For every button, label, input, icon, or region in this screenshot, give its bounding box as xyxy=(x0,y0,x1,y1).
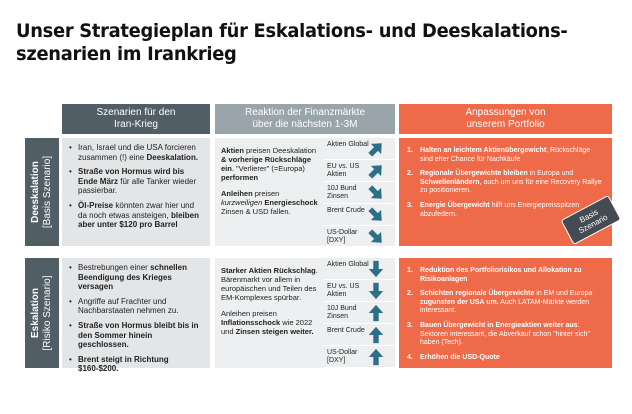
text-run: preisen Deeskalation xyxy=(243,146,317,155)
adjustment-number: 1. xyxy=(407,267,413,274)
scenario-bullet xyxy=(68,167,204,196)
text-run: . "Verlierer" (=Europa) xyxy=(231,164,305,173)
row-label-deescalation xyxy=(25,138,59,246)
text-run: Bauen Übergewicht in Energieaktien weiter aus xyxy=(420,321,578,329)
scenario-bullet xyxy=(68,263,204,292)
asset-label: Aktien Global xyxy=(327,261,369,268)
market-paragraph xyxy=(221,309,321,336)
asset-label: Aktien Global xyxy=(327,141,369,148)
scenario-panel-deescalation xyxy=(62,138,210,246)
arrow-down-right-icon xyxy=(367,206,385,224)
adjustment-panel-escalation xyxy=(399,258,612,368)
adjustment-item xyxy=(407,267,604,284)
asset-label: 10J Bund Zinsen xyxy=(327,305,357,320)
asset-label: US-Dollar [DXY] xyxy=(327,229,358,244)
adjustment-item xyxy=(407,322,604,348)
text-run: Auch LATAM-Märkte werden interessant. xyxy=(420,298,590,315)
asset-row xyxy=(323,280,395,302)
market-paragraph xyxy=(221,266,321,302)
text-run: Regionale Übergewichte bleiben xyxy=(420,170,528,178)
text-run: Inflationsschock xyxy=(221,318,281,327)
row-label-subtitle: [Basis Szenario] xyxy=(42,155,53,229)
header-markets xyxy=(215,104,395,134)
text-run: preisen xyxy=(252,189,280,198)
text-run: Schichten regionale Übergewichte xyxy=(420,290,535,298)
text-run: Angriffe auf Frachter und Nachbarstaaten nehmen zu. xyxy=(78,296,179,316)
text-run: vorherige Rückschläge ein xyxy=(221,155,312,173)
adjustment-number: 1. xyxy=(407,147,413,154)
text-run: Straße von Hormus xyxy=(78,320,152,330)
adjustment-number: 2. xyxy=(407,290,413,298)
asset-row xyxy=(323,182,395,204)
text-run: Öl-Preise xyxy=(78,200,114,210)
asset-row xyxy=(323,160,395,182)
text-run: Schwellenländern xyxy=(420,178,480,186)
scenario-bullet xyxy=(68,201,204,230)
row-label-escalation xyxy=(25,258,59,368)
arrow-down-icon xyxy=(367,260,385,278)
market-paragraph xyxy=(221,146,321,182)
market-panel-deescalation xyxy=(215,138,395,246)
text-run: könnten zwar hier und da noch etwas ansteigen, xyxy=(78,200,195,220)
adjustment-item xyxy=(407,170,604,196)
asset-row xyxy=(323,324,395,346)
text-run: in Europa und xyxy=(527,170,574,178)
scenario-bullet xyxy=(68,321,204,350)
arrow-up-icon xyxy=(367,348,385,366)
text-run: performen xyxy=(221,173,259,182)
text-run: Erhöhen die USD-Quote xyxy=(420,353,500,361)
text-run: Straße von Hormus wird bis Ende März xyxy=(78,167,185,186)
header-scenarios-line2: Iran-Krieg xyxy=(114,119,158,130)
header-adjustments-line2: unserem Portfolio xyxy=(466,119,545,130)
text-run: ; Rückschläge sind eher Chance für Nachkäufe xyxy=(420,147,591,163)
asset-row xyxy=(323,302,395,324)
text-run: Deeskalation. xyxy=(146,152,199,162)
text-run: Zinsen & USD fallen. xyxy=(221,207,291,216)
arrow-up-right-icon xyxy=(367,162,385,180)
text-run: zugunsten der USA um. xyxy=(420,298,499,306)
arrow-down-right-icon xyxy=(367,184,385,202)
text-run: Reduktion des Portfoliorisikos und Allokation zu Risikoanlagen xyxy=(420,267,582,283)
arrow-up-icon xyxy=(367,304,385,322)
asset-label: 10J Bund Zinsen xyxy=(327,185,357,200)
asset-row xyxy=(323,226,395,248)
base-scenario-badge: Basis Szenario xyxy=(562,196,620,243)
text-run: für alle Tanker wieder passierbar. xyxy=(78,176,197,196)
asset-label: EU vs. US Aktien xyxy=(327,163,360,178)
text-run: Energieschock xyxy=(262,198,318,207)
text-run: Anleihen xyxy=(221,189,253,198)
arrow-up-right-icon xyxy=(367,140,385,158)
scenario-bullet xyxy=(68,297,204,316)
arrow-down-right-icon xyxy=(367,228,385,246)
market-paragraph xyxy=(221,189,321,216)
asset-label: EU vs. US Aktien xyxy=(327,283,360,298)
scenario-bullet xyxy=(68,355,204,374)
row-label-subtitle: [Risiko Szenario] xyxy=(42,275,53,351)
adjustment-item xyxy=(407,147,604,164)
header-adjustments xyxy=(399,104,612,134)
market-panel-escalation xyxy=(215,258,395,368)
asset-label: US-Dollar [DXY] xyxy=(327,349,358,364)
adjustment-item xyxy=(407,354,604,363)
text-run: : Sektoren interessant, die Abverkauf schon "hinter sich" haben (Tech). xyxy=(420,321,590,347)
text-run: bleiben aber unter $120 pro Barrel xyxy=(78,210,199,230)
header-adjustments-line1: Anpassungen von xyxy=(465,107,546,118)
text-run: kurzweiligen xyxy=(221,198,263,207)
header-scenarios-line1: Szenarien für den xyxy=(96,107,176,118)
text-run: Anleihen preisen xyxy=(221,309,277,318)
text-run: schnellen Beendigung des Krieges versagen xyxy=(78,263,187,292)
scenario-panel-escalation xyxy=(62,258,210,374)
text-run: Energie Übergewicht xyxy=(420,201,490,209)
asset-label: Brent Crude xyxy=(327,207,365,214)
adjustment-number: 3. xyxy=(407,201,413,209)
arrow-down-icon xyxy=(367,282,385,300)
text-run: wie 2022 und xyxy=(221,318,313,336)
asset-row xyxy=(323,258,395,280)
page-title: Unser Strategieplan für Eskalations- und Deeskalations-szenarien im Irankrieg xyxy=(16,20,568,65)
scenario-bullet xyxy=(68,143,204,162)
text-run: in EM und Europa xyxy=(534,290,593,298)
row-label-title: Deeskalation xyxy=(30,161,41,223)
arrow-up-icon xyxy=(367,326,385,344)
text-run: , auch um uns für eine Recovery Rallye zu positionieren. xyxy=(420,178,602,195)
adjustment-number: 3. xyxy=(407,321,413,329)
asset-row xyxy=(323,138,395,160)
text-run: . Bärenmarkt vor allem in europäischen und Teilen des EM-Komplexes spürbar. xyxy=(221,266,318,302)
text-run: hilft uns Energiepreisspitzen abzufedern. xyxy=(420,201,580,218)
text-run: bleibt bis in den Sommer hinein geschlossen. xyxy=(78,320,199,350)
text-run: Aktien xyxy=(221,146,244,155)
header-markets-line1: Reaktion der Finanzmärkte xyxy=(244,107,366,118)
text-run: Zinsen steigen weiter. xyxy=(235,327,314,336)
asset-row xyxy=(323,204,395,226)
asset-label: Brent Crude xyxy=(327,327,365,334)
header-markets-line2: über die nächsten 1-3M xyxy=(252,119,358,130)
header-scenarios xyxy=(62,104,210,134)
adjustment-number: 2. xyxy=(407,170,413,178)
adjustment-number: 4. xyxy=(407,353,413,361)
text-run: Iran, Israel und die USA forcieren zusammen (!) eine xyxy=(78,143,196,162)
text-run: Brent steigt in Richtung $160-$200. xyxy=(78,354,169,374)
asset-row xyxy=(323,346,395,368)
text-run: Halten an leichtem Aktienübergewicht xyxy=(420,147,547,154)
text-run: Bestrebungen einer xyxy=(78,263,151,272)
row-label-title: Eskalation xyxy=(30,287,41,339)
text-run: Starker Aktien Rückschlag xyxy=(221,266,316,275)
adjustment-item xyxy=(407,290,604,316)
text-run: & xyxy=(221,155,229,164)
